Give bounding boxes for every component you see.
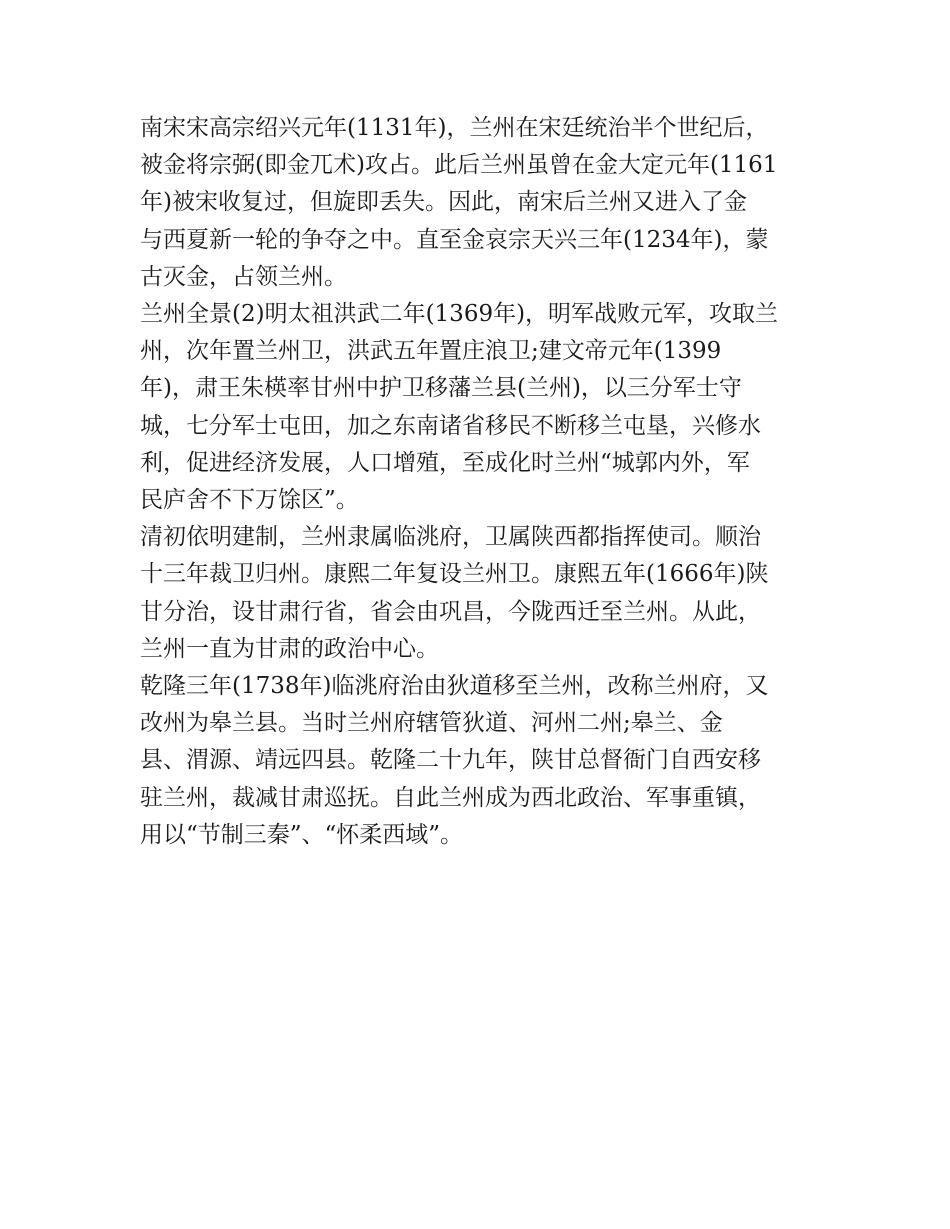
text-line: 古灭金，占领兰州。	[140, 263, 347, 290]
text-line: 改州为皋兰县。当时兰州府辖管狄道、河州二州;皋兰、金	[140, 710, 723, 737]
text-line: 民庐舍不下万馀区”。	[140, 487, 359, 514]
text-line: 与西夏新一轮的争夺之中。直至金哀宗天兴三年(1234年)，蒙	[140, 226, 769, 253]
paragraph-early-qing	[140, 519, 812, 668]
text-line: 十三年裁卫归州。康熙二年复设兰州卫。康熙五年(1666年)陕	[140, 561, 769, 588]
text-line: 甘分治，设甘肃行省，省会由巩昌，今陇西迁至兰州。从此，	[140, 598, 761, 625]
text-line: 年)，肃王朱楧率甘州中护卫移藩兰县(兰州)，以三分军士守	[140, 375, 742, 402]
text-line: 利，促进经济发展，人口增殖，至成化时兰州“城郭内外，军	[140, 449, 750, 476]
paragraph-qianlong	[140, 668, 812, 854]
text-line: 用以“节制三秦”、“怀柔西域”。	[140, 821, 464, 848]
text-line: 州，次年置兰州卫，洪武五年置庄浪卫;建文帝元年(1399	[140, 338, 722, 365]
text-line: 兰州全景(2)明太祖洪武二年(1369年)，明军战败元军，攻取兰	[140, 301, 779, 328]
paragraph-southern-song	[140, 110, 812, 296]
text-line: 县、渭源、靖远四县。乾隆二十九年，陕甘总督衙门自西安移	[140, 747, 761, 774]
text-line: 年)被宋收复过，但旋即丢失。因此，南宋后兰州又进入了金	[140, 189, 747, 216]
text-line: 清初依明建制，兰州隶属临洮府，卫属陕西都指挥使司。顺治	[140, 524, 761, 551]
text-line: 城，七分军士屯田，加之东南诸省移民不断移兰屯垦，兴修水	[140, 412, 761, 439]
document-body	[140, 110, 812, 854]
text-line: 乾隆三年(1738年)临洮府治由狄道移至兰州，改称兰州府，又	[140, 673, 769, 700]
text-line: 兰州一直为甘肃的政治中心。	[140, 635, 439, 662]
text-line: 驻兰州，裁减甘肃巡抚。自此兰州成为西北政治、军事重镇，	[140, 784, 761, 811]
text-line: 南宋宋高宗绍兴元年(1131年)，兰州在宋廷统治半个世纪后，	[140, 115, 769, 141]
paragraph-ming	[140, 296, 812, 519]
text-line: 被金将宗弼(即金兀术)攻占。此后兰州虽曾在金大定元年(1161	[140, 152, 778, 179]
